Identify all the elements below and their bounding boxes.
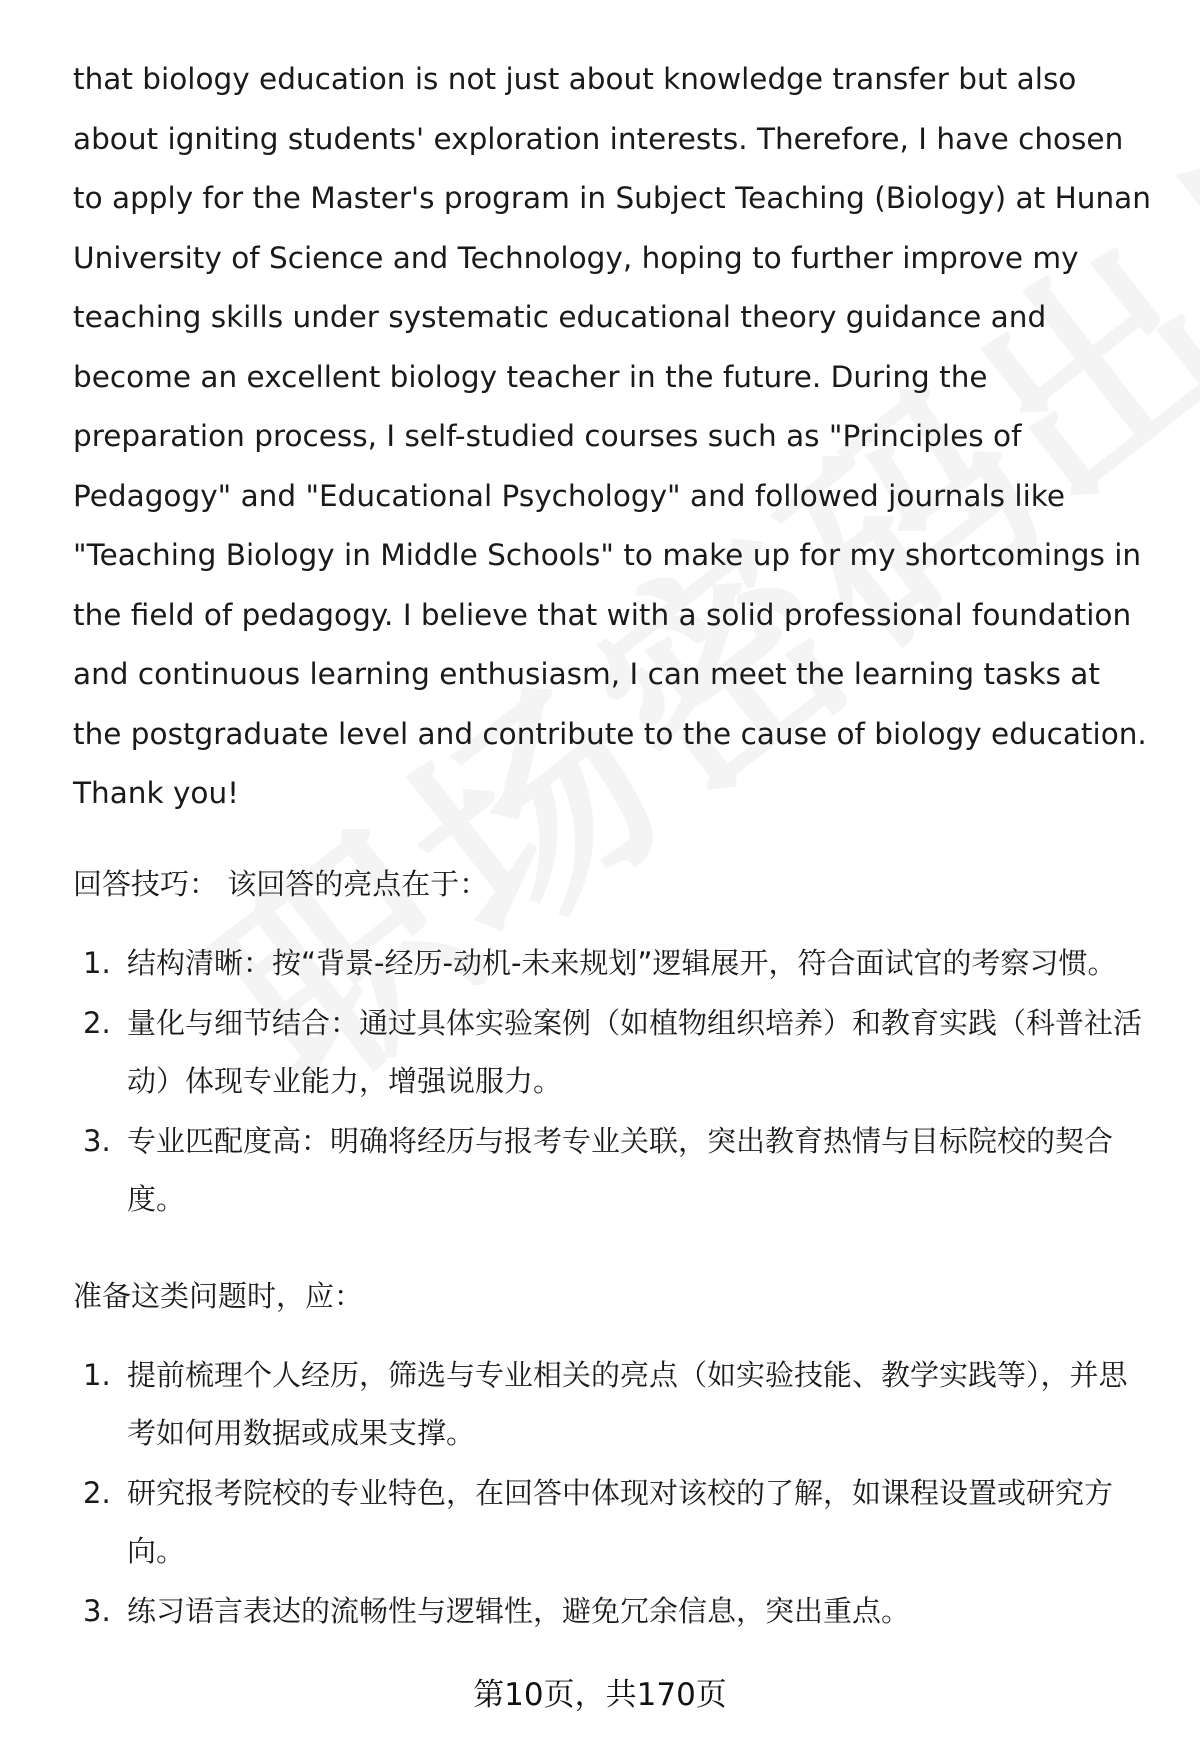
list-number: 1. (83, 1357, 111, 1392)
list-item (73, 1464, 1153, 1580)
list-item-text: 量化与细节结合：通过具体实验案例（如植物组织培养）和教育实践（科普社活动）体现专业能力，增强说服力。 (127, 1005, 1143, 1098)
list-item-text: 练习语言表达的流畅性与逻辑性，避免冗余信息，突出重点。 (127, 1593, 911, 1628)
list-item (73, 1582, 1153, 1640)
page-content (73, 50, 1153, 1642)
tips-list (73, 934, 1153, 1228)
list-number: 2. (83, 1475, 111, 1510)
list-number: 3. (83, 1593, 111, 1628)
list-item (73, 934, 1153, 992)
list-item (73, 1112, 1153, 1228)
list-item-text: 结构清晰：按“背景-经历-动机-未来规划”逻辑展开，符合面试官的考察习惯。 (127, 945, 1117, 980)
list-item-text: 提前梳理个人经历，筛选与专业相关的亮点（如实验技能、教学实践等），并思考如何用数据或成果支撑。 (127, 1357, 1128, 1450)
list-item (73, 994, 1153, 1110)
list-number: 2. (83, 1005, 111, 1040)
list-item-text: 专业匹配度高：明确将经历与报考专业关联，突出教育热情与目标院校的契合度。 (127, 1123, 1114, 1216)
tips-heading: 回答技巧： 该回答的亮点在于： (73, 866, 489, 901)
list-number: 3. (83, 1123, 111, 1158)
page-number-footer: 第10页，共170页 (473, 1677, 727, 1713)
body-paragraph: that biology education is not just about knowledge transfer but also about igniting students' exploration interests. Therefore, I have chosen to apply for the Master's program in Subject Teaching (Biology) at Hunan University of Science and Technology, hoping to further improve my teaching skills under systematic educational theory guidance and become an excellent biology teacher in the future. During the preparation process, I self-studied courses such as "Principles of Pedagogy" and "Educational Psychology" and followed journals like "Teaching Biology in Middle Schools" to make up for my shortcomings in the field of pedagogy. I believe that with a solid professional foundation and continuous learning enthusiasm, I can meet the learning tasks at the postgraduate level and contribute to the cause of biology education. Thank you! (73, 62, 1151, 810)
prep-heading: 准备这类问题时，应： (73, 1278, 364, 1313)
prep-list (73, 1346, 1153, 1640)
list-item-text: 研究报考院校的专业特色，在回答中体现对该校的了解，如课程设置或研究方向。 (127, 1475, 1114, 1568)
list-item (73, 1346, 1153, 1462)
list-number: 1. (83, 945, 111, 980)
